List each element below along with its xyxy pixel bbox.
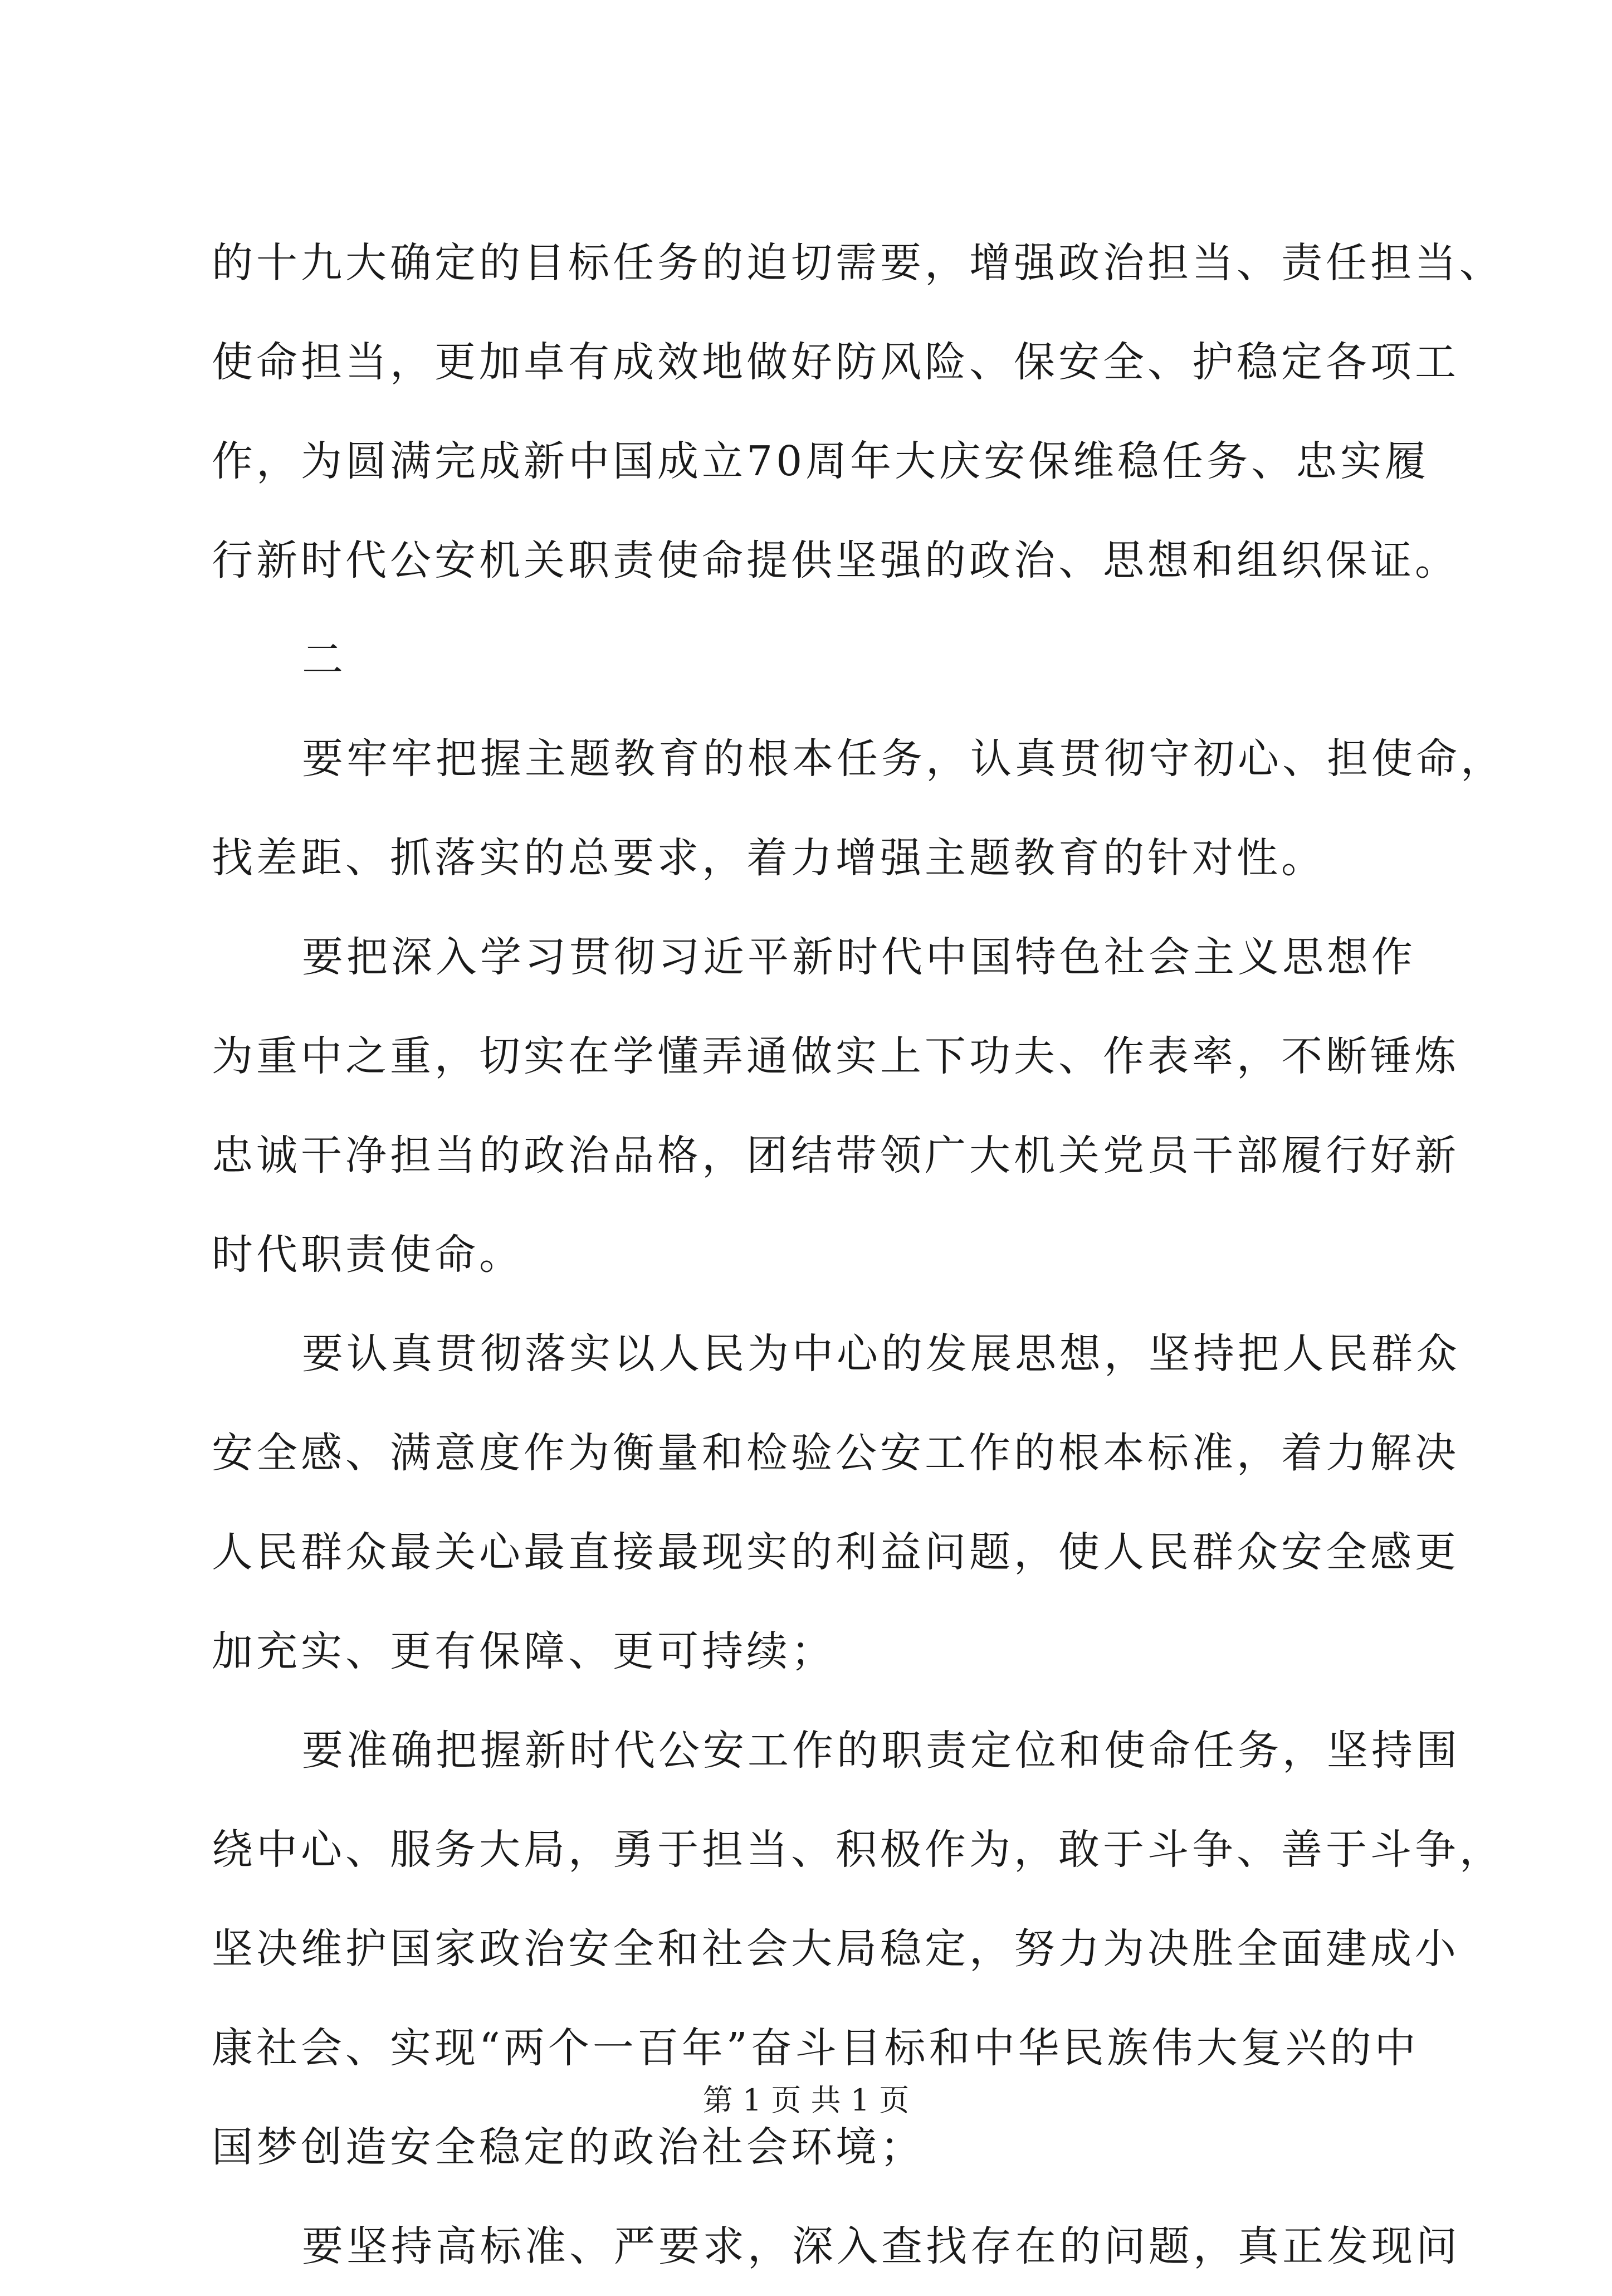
text-line: 为重中之重，切实在学懂弄通做实上下功夫、作表率，不断锤炼: [212, 1032, 1459, 1080]
text-line: 行新时代公安机关职责使命提供坚强的政治、思想和组织保证。: [212, 537, 1459, 584]
text-line: 人民群众最关心最直接最现实的利益问题，使人民群众安全感更: [212, 1528, 1459, 1576]
document-body: [212, 213, 1505, 2296]
text-line: 使命担当，更加卓有成效地做好防风险、保安全、护稳定各项工: [212, 338, 1459, 386]
text-line: 绕中心、服务大局，勇于担当、积极作为，敢于斗争、善于斗争，: [212, 1826, 1504, 1874]
text-line: 要坚持高标准、严要求，深入查找存在的问题，真正发现问: [302, 2222, 1460, 2270]
section-number: 二: [302, 636, 346, 684]
text-line: 安全感、满意度作为衡量和检验公安工作的根本标准，着力解决: [212, 1429, 1459, 1477]
text-line: 加充实、更有保障、更可持续；: [212, 1627, 836, 1675]
text-line: 要认真贯彻落实以人民为中心的发展思想，坚持把人民群众: [302, 1330, 1460, 1378]
text-line: 要准确把握新时代公安工作的职责定位和使命任务，坚持围: [302, 1727, 1460, 1775]
text-line: 找差距、抓落实的总要求，着力增强主题教育的针对性。: [212, 834, 1326, 882]
text-line: 要牢牢把握主题教育的根本任务，认真贯彻守初心、担使命，: [302, 735, 1505, 783]
text-line: 康社会、实现“两个一百年”奋斗目标和中华民族伟大复兴的中: [212, 2024, 1419, 2072]
text-line: 时代职责使命。: [212, 1231, 524, 1279]
page-footer: 第 1 页 共 1 页: [702, 2083, 910, 2118]
text-line: 忠诚干净担当的政治品格，团结带领广大机关党员干部履行好新: [212, 1132, 1459, 1179]
text-line: 坚决维护国家政治安全和社会大局稳定，努力为决胜全面建成小: [212, 1925, 1459, 1973]
text-line: 国梦创造安全稳定的政治社会环境；: [212, 2123, 925, 2171]
text-line: 要把深入学习贯彻习近平新时代中国特色社会主义思想作: [302, 933, 1416, 981]
text-line: 作，为圆满完成新中国成立70周年大庆安保维稳任务、忠实履: [212, 437, 1430, 485]
text-line: 的十九大确定的目标任务的迫切需要，增强政治担当、责任担当、: [212, 239, 1504, 287]
